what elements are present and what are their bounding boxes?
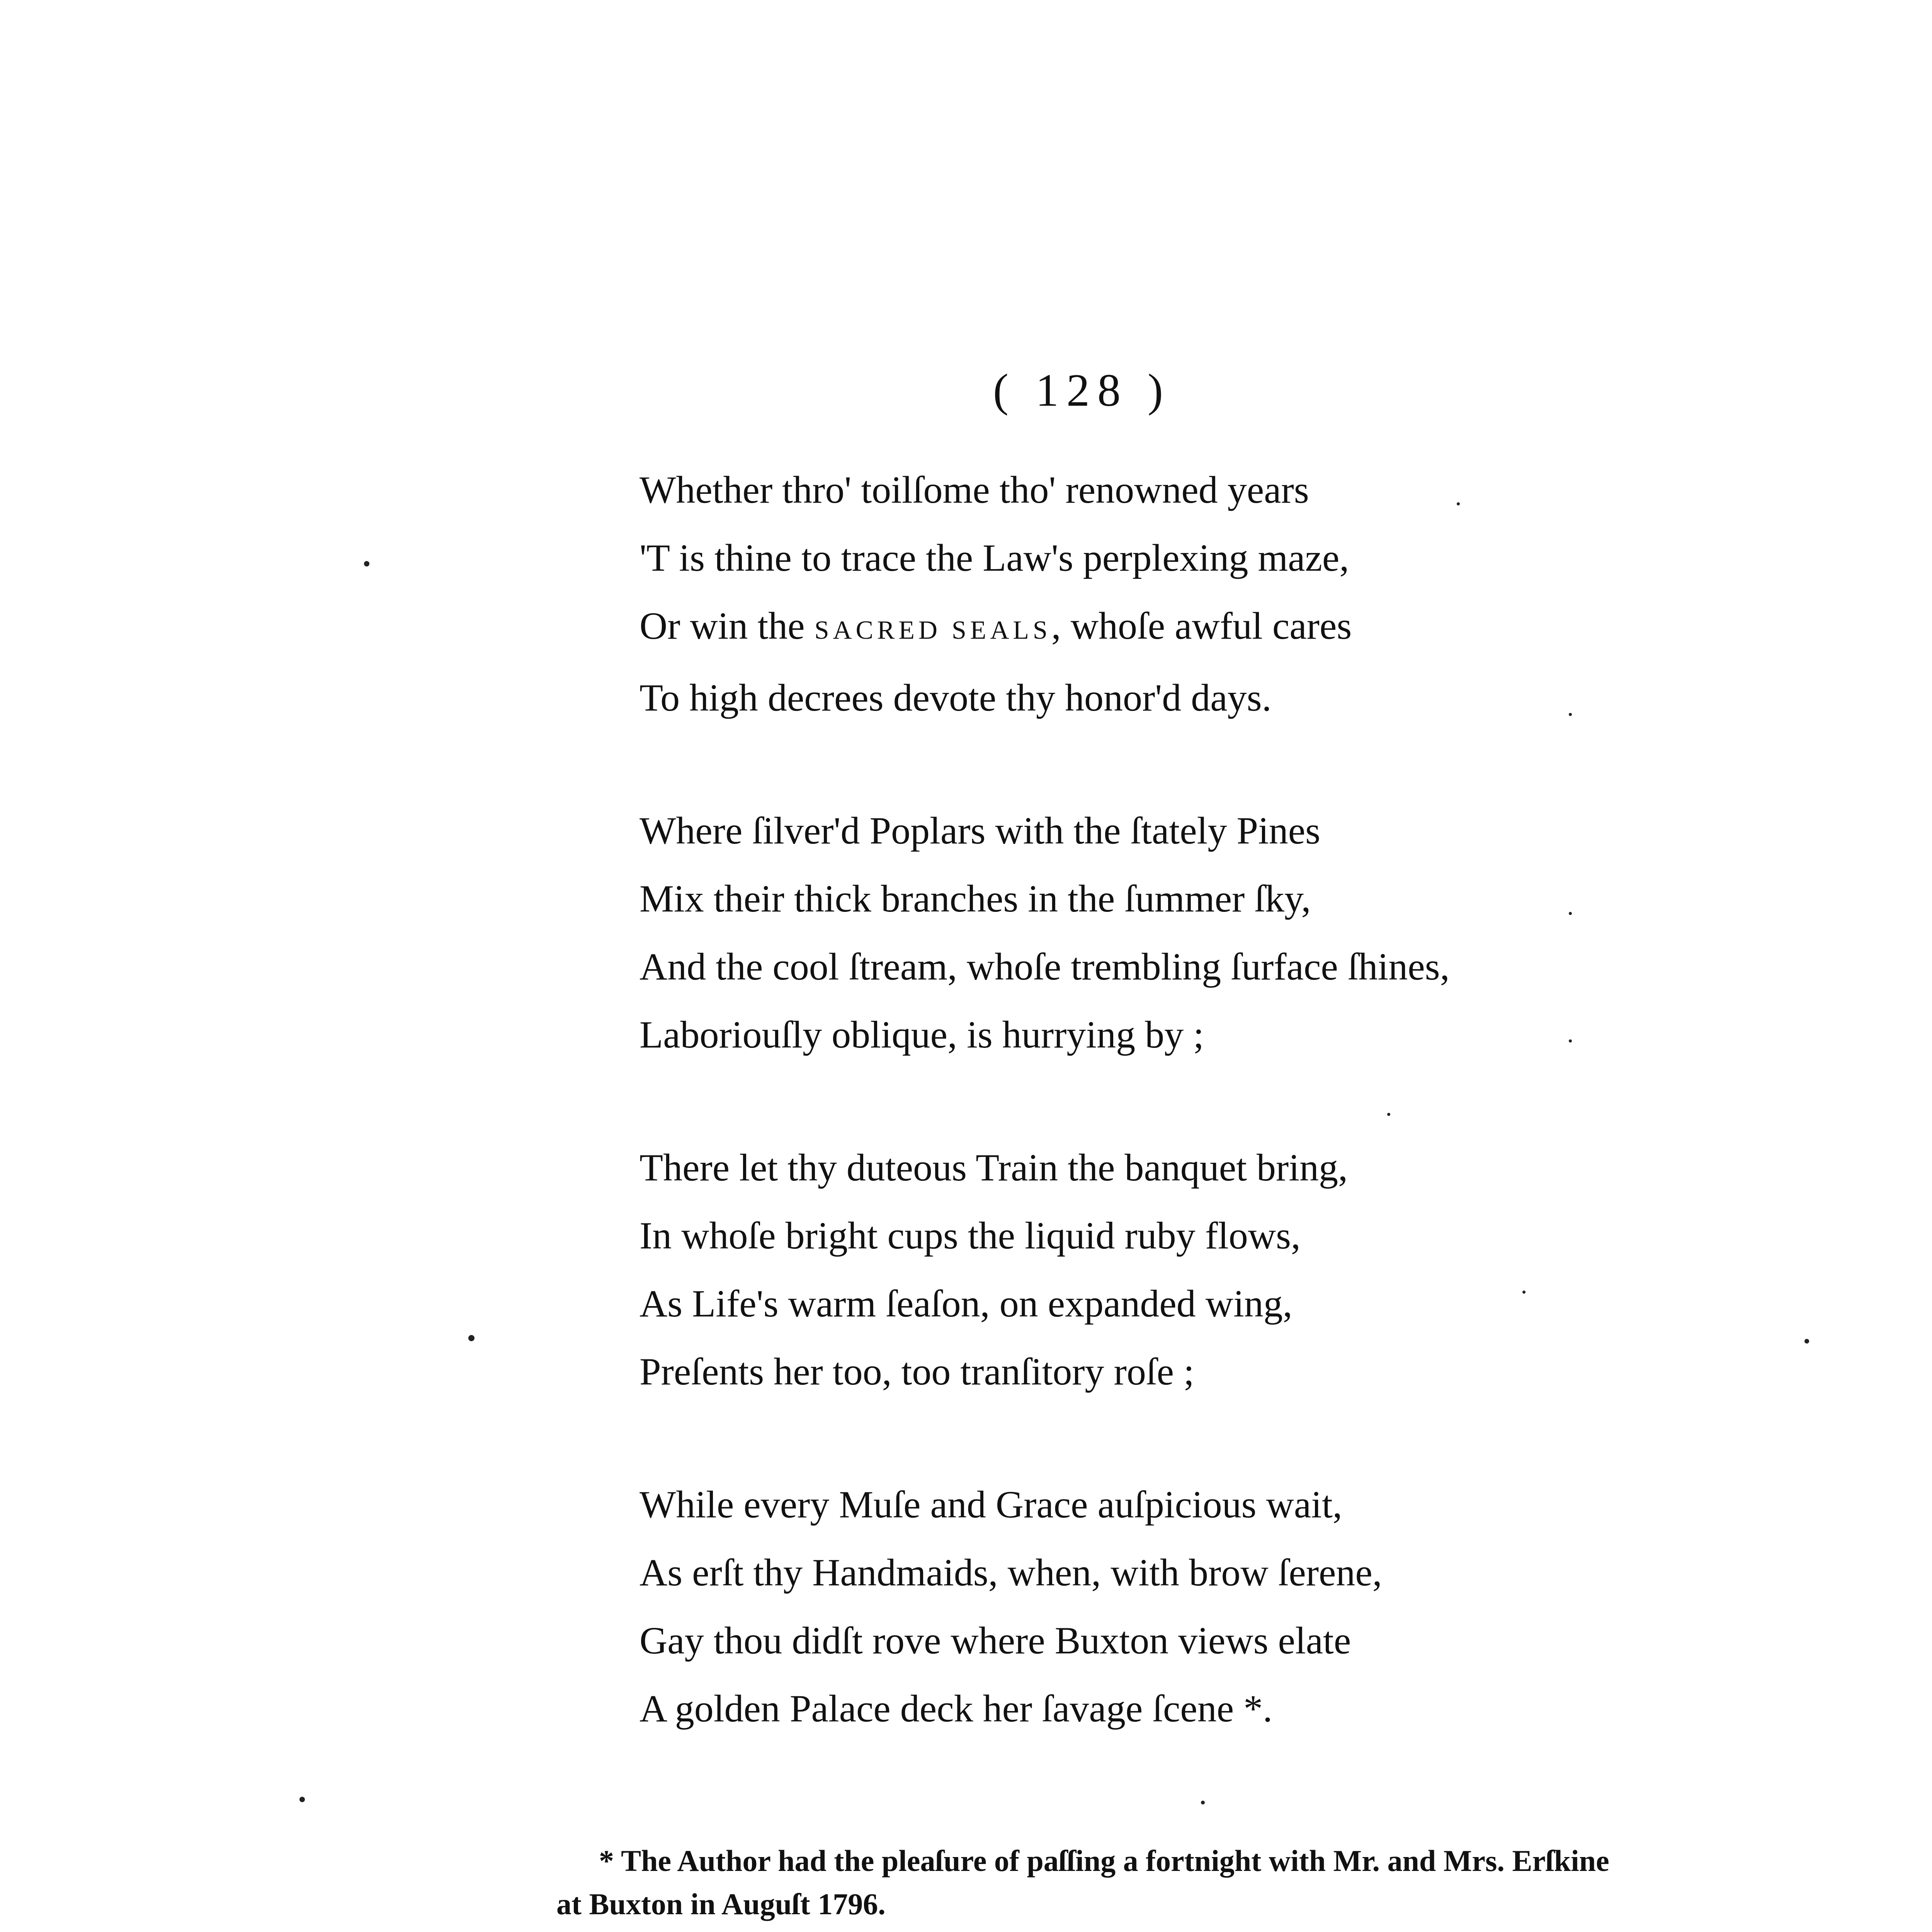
- poem-line: To high decrees devote thy honor'd days.: [639, 676, 1272, 719]
- poem-line: In whoſe bright cups the liquid ruby flows,: [639, 1214, 1301, 1257]
- poem-line: As erſt thy Handmaids, when, with brow ſerene,: [639, 1551, 1382, 1594]
- scan-speck: [1569, 1039, 1572, 1043]
- scan-speck: [1569, 912, 1572, 915]
- stanza-3: [639, 1134, 1932, 1406]
- poem-line: Laboriouſly oblique, is hurrying by ;: [639, 1013, 1204, 1056]
- poem-line: [639, 592, 1932, 664]
- scan-speck: [468, 1335, 474, 1341]
- scan-speck: [299, 1797, 305, 1802]
- scan-speck: [1457, 502, 1460, 505]
- stanza-1: [639, 456, 1932, 732]
- scan-speck: [1201, 1801, 1205, 1804]
- footnote-line: * The Author had the pleaſure of paſſing a fortnight with Mr. and Mrs. Erſkine: [599, 1844, 1609, 1878]
- scan-speck: [1569, 713, 1572, 716]
- poem-line: Gay thou didſt rove where Buxton views elate: [639, 1619, 1351, 1662]
- poem-line-text: , whoſe awful cares: [1051, 604, 1352, 647]
- scan-speck: [1804, 1339, 1809, 1344]
- poem-line: Whether thro' toilſome tho' renowned years: [639, 468, 1309, 511]
- poem-line: And the cool ſtream, whoſe trembling ſurface ſhines,: [639, 945, 1450, 988]
- poem-line: While every Muſe and Grace auſpicious wait,: [639, 1483, 1342, 1526]
- footnote: [556, 1839, 1677, 1926]
- poem-line: Where ſilver'd Poplars with the ſtately Pines: [639, 809, 1321, 852]
- poem-line: As Life's warm ſeaſon, on expanded wing,: [639, 1282, 1293, 1325]
- poem-line: Mix their thick branches in the ſummer ſky,: [639, 877, 1311, 920]
- poem-line: Preſents her too, too tranſitory roſe ;: [639, 1350, 1194, 1393]
- stanza-2: [639, 797, 1932, 1069]
- scan-speck: [1522, 1291, 1526, 1294]
- stanza-4: [639, 1471, 1932, 1743]
- footnote-line: at Buxton in Auguſt 1796.: [556, 1887, 886, 1921]
- scan-speck: [364, 561, 369, 566]
- scan-speck: [1387, 1113, 1390, 1116]
- poem-line: A golden Palace deck her ſavage ſcene *.: [639, 1687, 1273, 1730]
- poem-line: There let thy duteous Train the banquet bring,: [639, 1146, 1348, 1189]
- page-number: ( 128 ): [993, 364, 1171, 416]
- poem-line-text: Or win the: [639, 604, 815, 647]
- small-caps-text: SACRED SEALS: [814, 615, 1051, 645]
- poem-line: 'T is thine to trace the Law's perplexing maze,: [639, 536, 1349, 579]
- poem-body: [639, 456, 1932, 1808]
